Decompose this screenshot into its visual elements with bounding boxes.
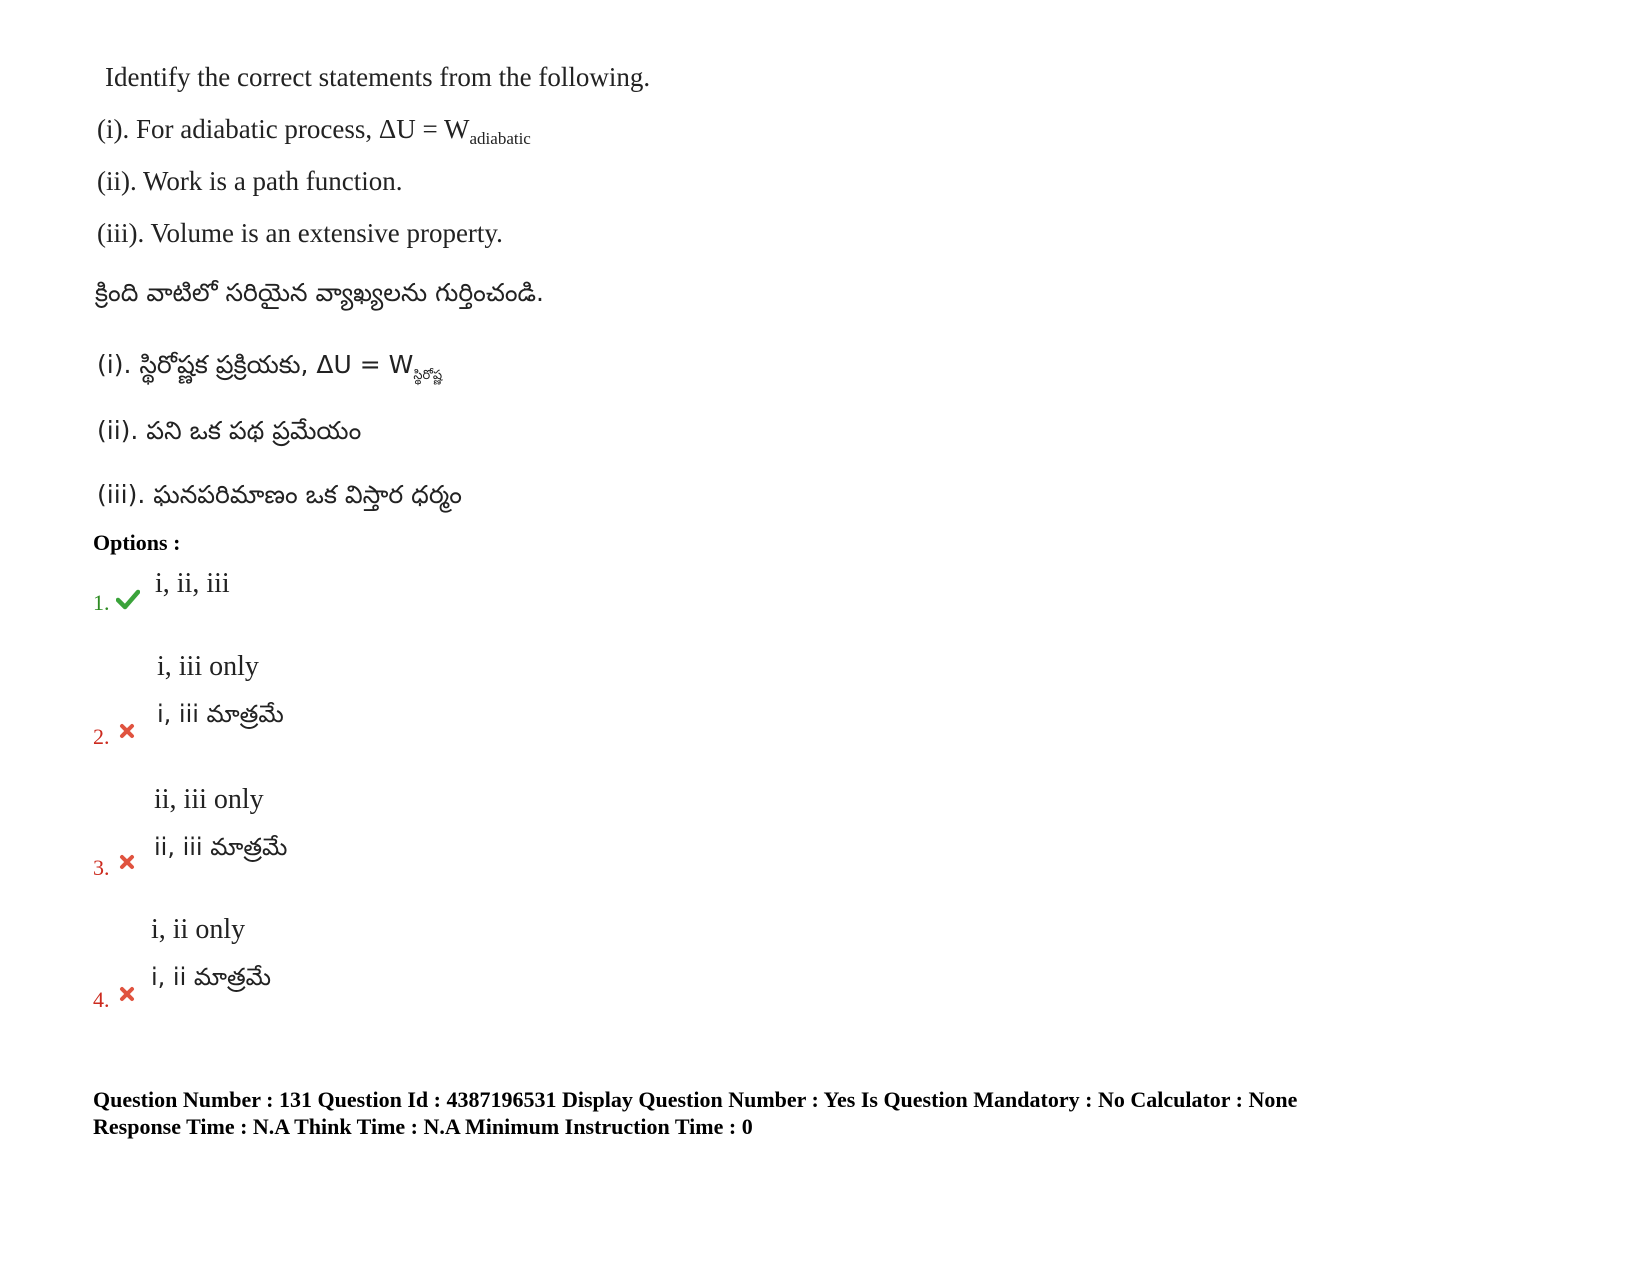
cross-icon <box>119 723 135 739</box>
statement-1-te <box>97 350 442 386</box>
option-4-number: 4. <box>93 987 110 1012</box>
option-3-text-te: ii, iii మాత్రమే <box>154 833 288 861</box>
cross-icon <box>119 854 135 870</box>
option-2-text-te: i, iii మాత్రమే <box>157 700 284 728</box>
check-icon <box>116 588 140 610</box>
question-stem-te: క్రింది వాటిలో సరియైన వ్యాఖ్యలను గుర్తించండి. <box>95 278 544 307</box>
option-3-number: 3. <box>93 855 110 880</box>
statement-2-te: (ii). పని ఒక పథ ప్రమేయం <box>97 416 362 445</box>
option-1-text-en: i, ii, iii <box>155 568 230 599</box>
statement-1-en-subscript: adiabatic <box>469 129 531 148</box>
statement-3-en: (iii). Volume is an extensive property. <box>97 218 503 248</box>
statement-2-en: (ii). Work is a path function. <box>97 166 403 196</box>
option-4-text-en: i, ii only <box>151 914 246 945</box>
option-4-text-te: i, ii మాత్రమే <box>151 963 272 991</box>
statement-1-en <box>97 114 531 149</box>
statement-1-te-text: (i). స్థిరోష్ణక ప్రక్రియకు, ΔU = W <box>97 350 414 379</box>
statement-3-te: (iii). ఘనపరిమాణం ఒక విస్తార ధర్మం <box>97 480 462 509</box>
option-2-number: 2. <box>93 724 110 749</box>
cross-icon <box>119 986 135 1002</box>
statement-1-en-text: (i). For adiabatic process, ΔU = W <box>97 114 470 144</box>
question-meta-line-2: Response Time : N.A Think Time : N.A Minimum Instruction Time : 0 <box>93 1114 753 1139</box>
option-1-number: 1. <box>93 590 110 615</box>
option-3-text-en: ii, iii only <box>154 784 264 815</box>
option-2-text-en: i, iii only <box>157 651 259 682</box>
statement-1-te-subscript: స్థిరోష్ణ <box>413 368 443 383</box>
question-meta-line-1: Question Number : 131 Question Id : 4387196531 Display Question Number : Yes Is Question Mandatory : No Calculator : None <box>93 1087 1298 1112</box>
question-stem-en: Identify the correct statements from the following. <box>105 62 651 92</box>
options-heading: Options : <box>93 530 181 555</box>
